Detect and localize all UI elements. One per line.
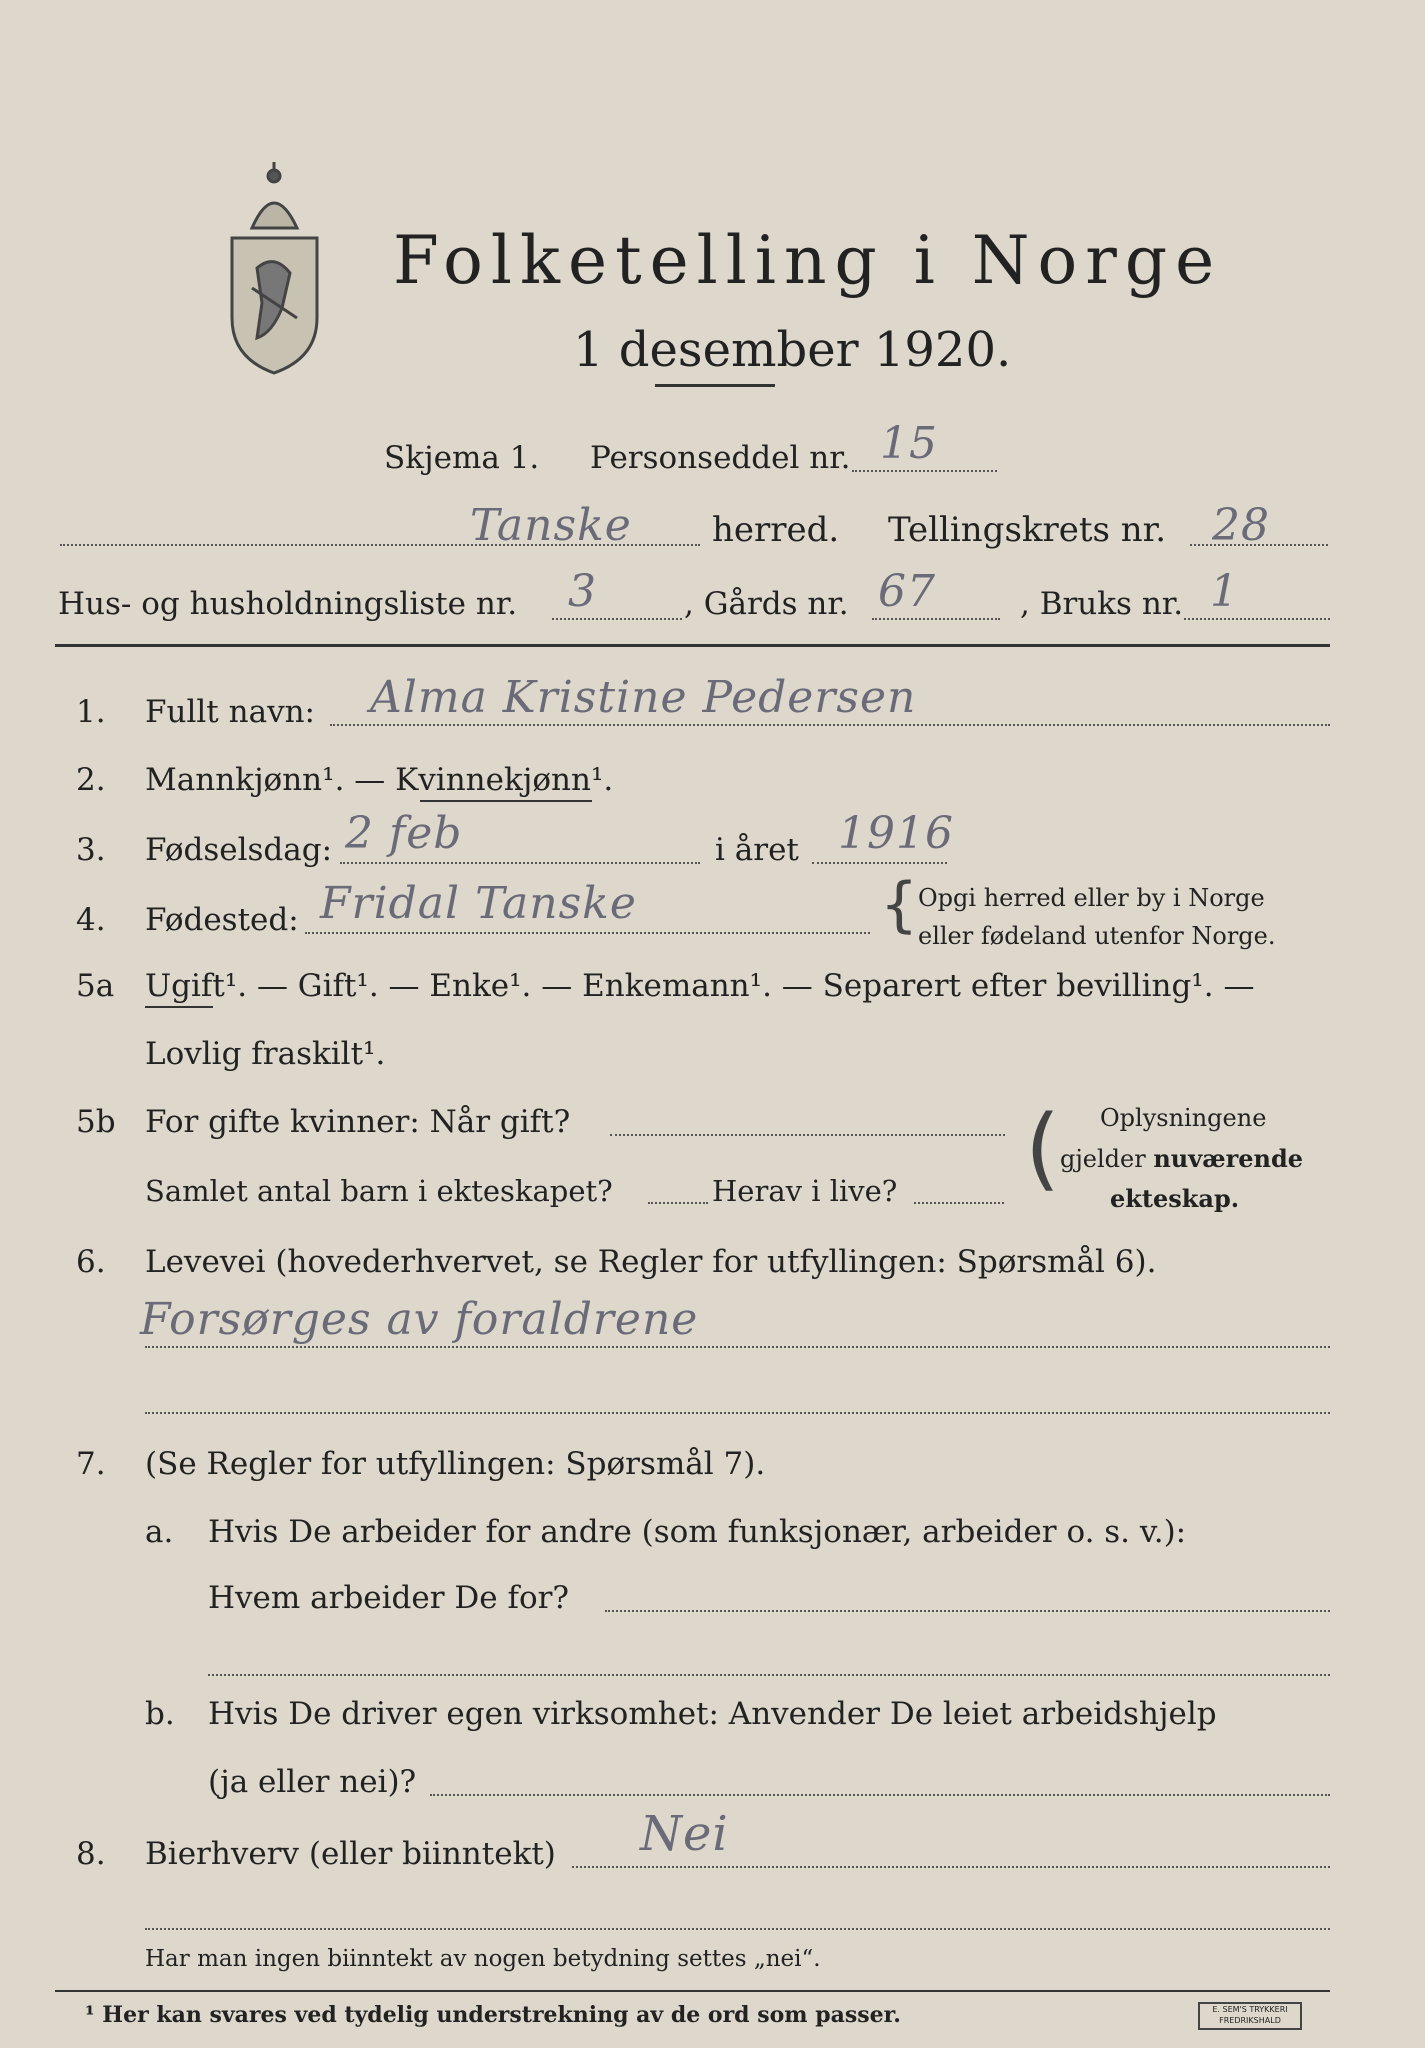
q7b-line-2: (ja eller nei)?	[208, 1764, 417, 1800]
birthplace-field-line	[305, 932, 870, 934]
tellingskrets-value[interactable]: 28	[1212, 500, 1270, 551]
q4-number: 4.	[76, 902, 106, 938]
marital-status-options-2: Lovlig fraskilt¹.	[145, 1036, 386, 1072]
q7a-line-1: Hvis De arbeider for andre (som funksjonær, arbeider o. s. v.):	[208, 1514, 1187, 1550]
q7a-line-2: Hvem arbeider De for?	[208, 1580, 570, 1616]
form-title: Folketelling i Norge	[393, 222, 1223, 299]
children-count-field-line	[648, 1202, 708, 1204]
children-alive-label: Herav i live?	[712, 1174, 898, 1208]
married-when-field-line	[610, 1134, 1005, 1136]
gards-label: , Gårds nr.	[684, 586, 849, 622]
gender-options: Mannkjønn¹. — Kvinnekjønn¹.	[145, 762, 614, 798]
personseddel-label: Personseddel nr.	[590, 440, 851, 476]
bruks-value[interactable]: 1	[1210, 566, 1239, 617]
bruks-label: , Bruks nr.	[1020, 586, 1184, 622]
marriage-note-2: gjelder nuværende	[1060, 1144, 1304, 1173]
q7b-letter: b.	[145, 1696, 175, 1732]
census-date: 1 desember 1920.	[573, 322, 1012, 378]
occupation-value[interactable]: Forsørges av foraldrene	[140, 1294, 699, 1345]
skjema-label: Skjema 1.	[384, 440, 540, 476]
herred-value[interactable]: Tanske	[470, 500, 632, 551]
year-field-line	[812, 862, 947, 864]
header-divider	[55, 644, 1330, 647]
hus-value[interactable]: 3	[568, 566, 597, 617]
birthday-field-line	[340, 862, 700, 864]
q7-number: 7.	[76, 1446, 106, 1482]
children-alive-field-line	[914, 1202, 1004, 1204]
employer-field-line	[605, 1610, 1330, 1612]
year-label: i året	[715, 832, 799, 868]
q4-label: Fødested:	[145, 902, 299, 938]
hus-field-line	[552, 618, 682, 620]
birthplace-value[interactable]: Fridal Tanske	[320, 878, 637, 929]
marriage-note-1: Oplysningene	[1100, 1104, 1267, 1132]
birthday-value[interactable]: 2 feb	[345, 808, 463, 859]
title-divider	[655, 384, 775, 387]
printer-stamp	[1198, 2002, 1302, 2030]
married-when-label: For gifte kvinner: Når gift?	[145, 1104, 571, 1140]
q7a-letter: a.	[145, 1514, 174, 1550]
side-income-field-line	[572, 1866, 1330, 1868]
gards-value[interactable]: 67	[878, 566, 936, 617]
marital-status-options: Ugift¹. — Gift¹. — Enke¹. — Enkemann¹. — Separert efter bevilling¹. —	[145, 968, 1255, 1004]
coat-of-arms-icon	[212, 158, 337, 378]
q8-number: 8.	[76, 1836, 106, 1872]
tellingskrets-label: Tellingskrets nr.	[888, 510, 1167, 550]
footer-divider	[55, 1990, 1330, 1992]
q1-number: 1.	[76, 694, 106, 730]
printer-stamp-line-2: FREDRIKSHALD	[1219, 2016, 1281, 2025]
q6-number: 6.	[76, 1244, 106, 1280]
side-income-field-line-2	[145, 1928, 1330, 1930]
side-income-value[interactable]: Nei	[640, 1806, 729, 1862]
q5a-number: 5a	[76, 968, 115, 1004]
year-value[interactable]: 1916	[838, 808, 954, 859]
birthplace-brace: {	[880, 870, 919, 940]
printer-stamp-line-1: E. SEM'S TRYKKERI	[1212, 2005, 1288, 2014]
q1-field-line	[330, 724, 1330, 726]
marriage-note-bracket: (	[1025, 1096, 1061, 1201]
herred-label: herred.	[712, 510, 840, 550]
footnote: ¹ Her kan svares ved tydelig understrekning av de ord som passer.	[85, 2002, 901, 2028]
bruks-field-line	[1184, 618, 1330, 620]
hired-help-field-line	[430, 1794, 1330, 1796]
children-count-label: Samlet antal barn i ekteskapet?	[145, 1174, 613, 1208]
personseddel-field-line	[852, 470, 997, 472]
occupation-label: Levevei (hovederhvervet, se Regler for utfyllingen: Spørsmål 6).	[145, 1244, 1157, 1280]
gender-underline	[420, 800, 592, 802]
marital-underline	[145, 1006, 213, 1008]
q1-label: Fullt navn:	[145, 694, 315, 730]
q7b-line-1: Hvis De driver egen virksomhet: Anvender De leiet arbeidshjelp	[208, 1696, 1217, 1732]
full-name-value[interactable]: Alma Kristine Pedersen	[370, 672, 917, 723]
side-income-note: Har man ingen biinntekt av nogen betydning settes „nei“.	[145, 1946, 821, 1972]
q5b-number: 5b	[76, 1104, 116, 1140]
employer-field-line-2	[208, 1674, 1330, 1676]
marriage-note-3: ekteskap.	[1110, 1184, 1240, 1213]
personseddel-value[interactable]: 15	[880, 418, 938, 469]
q2-number: 2.	[76, 762, 106, 798]
occupation-field-line-1	[145, 1346, 1330, 1348]
birthplace-note-2: eller fødeland utenfor Norge.	[918, 922, 1276, 950]
q3-number: 3.	[76, 832, 106, 868]
side-income-label: Bierhverv (eller biinntekt)	[145, 1836, 556, 1872]
gards-field-line	[872, 618, 1000, 620]
q3-label: Fødselsdag:	[145, 832, 333, 868]
q7-label: (Se Regler for utfyllingen: Spørsmål 7).	[145, 1446, 766, 1482]
hus-label: Hus- og husholdningsliste nr.	[58, 586, 518, 622]
occupation-field-line-2	[145, 1412, 1330, 1414]
birthplace-note-1: Opgi herred eller by i Norge	[918, 884, 1265, 912]
